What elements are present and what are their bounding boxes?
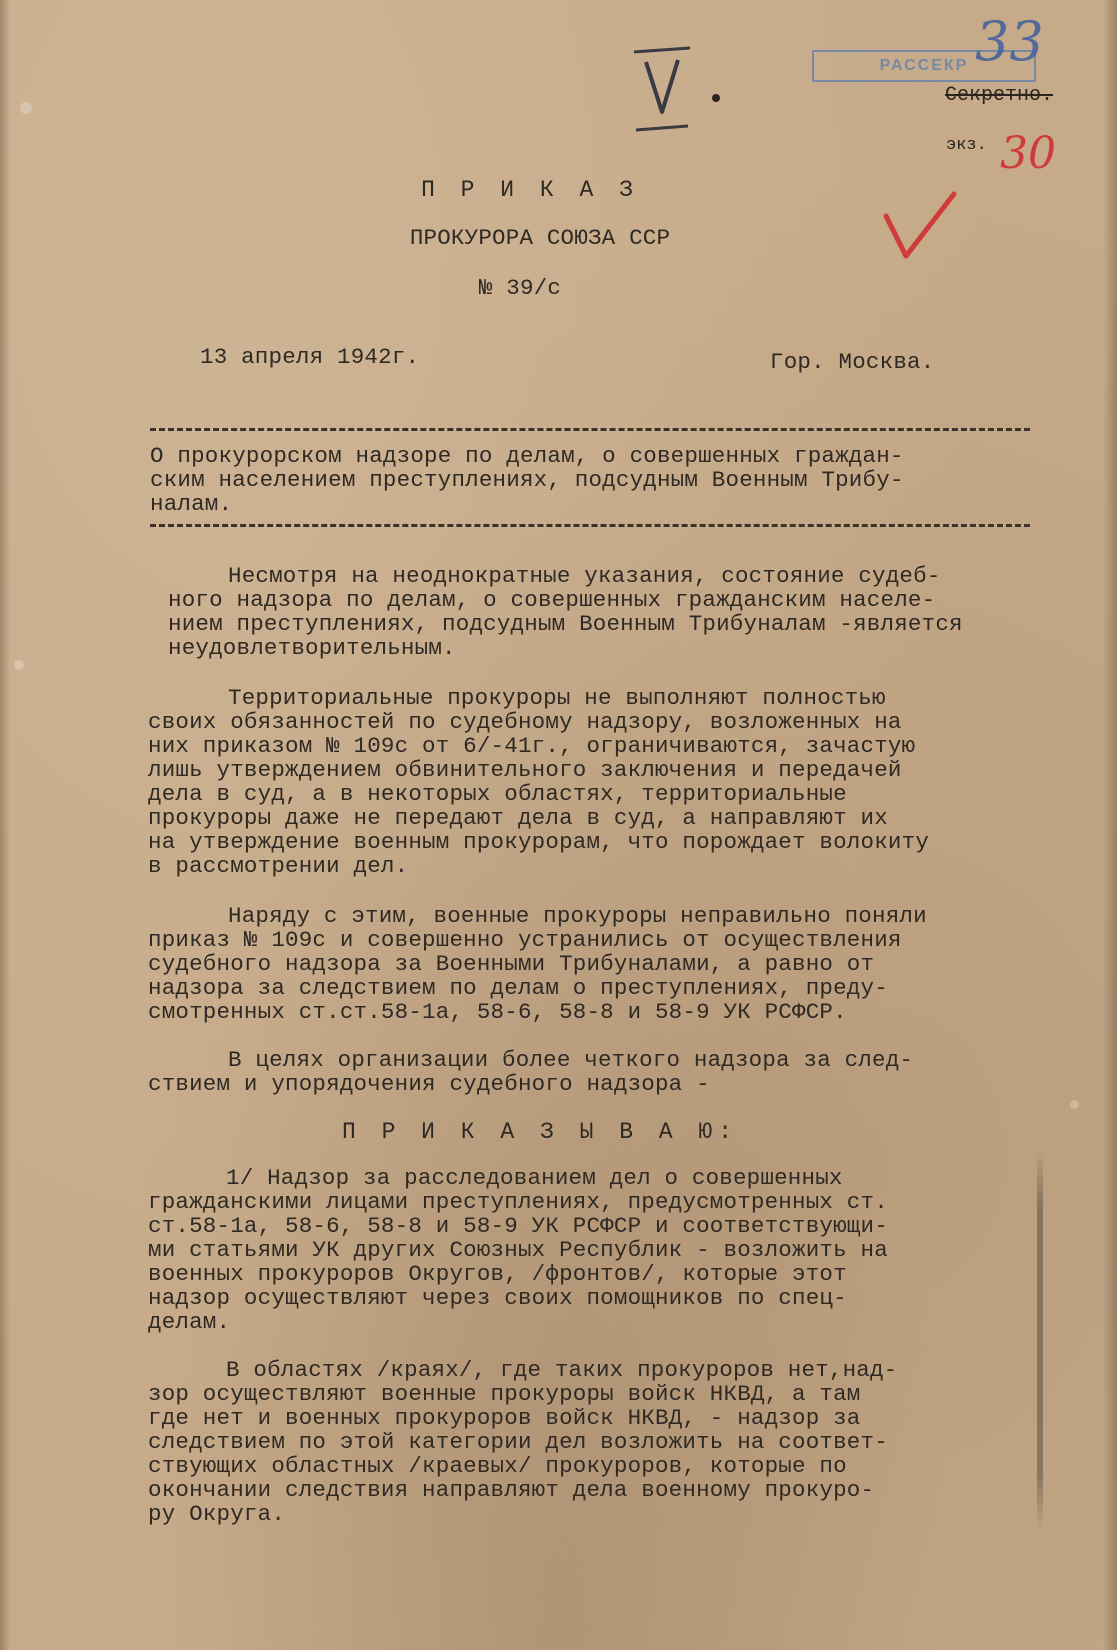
paragraph-line: надзора за следствием по делам о преступлениях, преду- (148, 975, 888, 1001)
paragraph-line: смотренных ст.ст.58-1а, 58-6, 58-8 и 58-9 УК РСФСР. (148, 999, 847, 1025)
order-item-line: гражданскими лицами преступлениях, предусмотренных ст. (148, 1189, 888, 1215)
paper-edge-left (0, 0, 10, 1650)
paragraph-line: дела в суд, а в некоторых областях, территориальные (148, 781, 847, 807)
divider-top (150, 428, 1030, 431)
subject-line: ским населением преступлениях, подсудным Военным Трибу- (150, 467, 904, 493)
order-number: № 39/с (478, 275, 562, 301)
order-item-line: ствующих областных /краевых/ прокуроров, которые по (148, 1453, 847, 1479)
declassified-stamp: РАССЕКР (812, 50, 1036, 82)
subject-line: О прокурорском надзоре по делам, о совершенных граждан- (150, 443, 904, 469)
red-checkmark (880, 190, 960, 262)
handwritten-file-number: 33 (975, 10, 1044, 73)
paper-spot (20, 102, 32, 114)
paragraph-line: прокуроры даже не передают дела в суд, а направляют их (148, 805, 888, 831)
document-title: П Р И К А З (421, 177, 639, 203)
order-item-line: зор осуществляют военные прокуроры войск НКВД, а там (148, 1381, 861, 1407)
paper-spot (14, 660, 24, 670)
order-item-line: делам. (148, 1309, 231, 1335)
order-item-line: военных прокуроров Округов, /фронтов/, которые этот (148, 1261, 847, 1287)
handwritten-copy-number: 30 (1000, 128, 1056, 179)
paragraph-line: Несмотря на неоднократные указания, состояние судеб- (228, 563, 941, 589)
paragraph-line: приказ № 109с и совершенно устранились от осуществления (148, 927, 902, 953)
order-item-line: В областях /краях/, где таких прокуроров нет,над- (226, 1357, 898, 1383)
paragraph-line: В целях организации более четкого надзора за след- (228, 1047, 914, 1073)
order-date: 13 апреля 1942г. (200, 344, 420, 370)
order-item-line: окончании следствия направляют дела военному прокуро- (148, 1477, 875, 1503)
paragraph-line: неудовлетворительным. (168, 635, 456, 661)
order-item-line: ру Округа. (148, 1501, 286, 1527)
order-item-line: надзор осуществляют через своих помощников по спец- (148, 1285, 847, 1311)
ink-dot (712, 94, 720, 102)
divider-bottom (150, 524, 1030, 527)
order-item-line: ст.58-1а, 58-6, 58-8 и 58-9 УК РСФСР и соответствующи- (148, 1213, 888, 1239)
copy-label: экз. (946, 136, 987, 155)
paragraph-line: на утверждение военным прокурорам, что порождает волокиту (148, 829, 930, 855)
paper-edge-right (1103, 0, 1117, 1650)
paragraph-line: нием преступлениях, подсудным Военным Трибуналам -является (168, 611, 963, 637)
subject-line: налам. (150, 491, 233, 517)
order-heading: П Р И К А З Ы В А Ю: (341, 1119, 739, 1145)
paragraph-line: лишь утверждением обвинительного заключения и передачей (148, 757, 902, 783)
paragraph-line: них приказом № 109с от 6/-41г., ограничиваются, зачастую (148, 733, 916, 759)
order-place: Гор. Москва. (770, 349, 935, 375)
order-item-line: 1/ Надзор за расследованием дел о совершенных (226, 1165, 843, 1191)
paragraph-line: ствием и упорядочения судебного надзора - (148, 1071, 710, 1097)
paragraph-line: судебного надзора за Военными Трибуналами, а равно от (148, 951, 875, 977)
margin-marker-line (1037, 1150, 1043, 1530)
order-item-line: ми статьями УК других Союзных Республик - возложить на (148, 1237, 888, 1263)
paragraph-line: своих обязанностей по судебному надзору, возложенных на (148, 709, 902, 735)
paragraph-line: Территориальные прокуроры не выполняют полностью (228, 685, 886, 711)
paragraph-line: Наряду с этим, военные прокуроры неправильно поняли (228, 903, 927, 929)
paper-spot (1070, 1100, 1079, 1109)
issuing-authority: ПРОКУРОРА СОЮЗА ССР (409, 225, 671, 251)
paragraph-line: в рассмотрении дел. (148, 853, 409, 879)
paragraph-line: ного надзора по делам, о совершенных гражданским населе- (168, 587, 936, 613)
roman-numeral-mark (630, 38, 694, 138)
order-item-line: следствием по этой категории дел возложить на соответ- (148, 1429, 888, 1455)
order-item-line: где нет и военных прокуроров войск НКВД, - надзор за (148, 1405, 861, 1431)
secret-classification: Секретно. (945, 84, 1054, 107)
